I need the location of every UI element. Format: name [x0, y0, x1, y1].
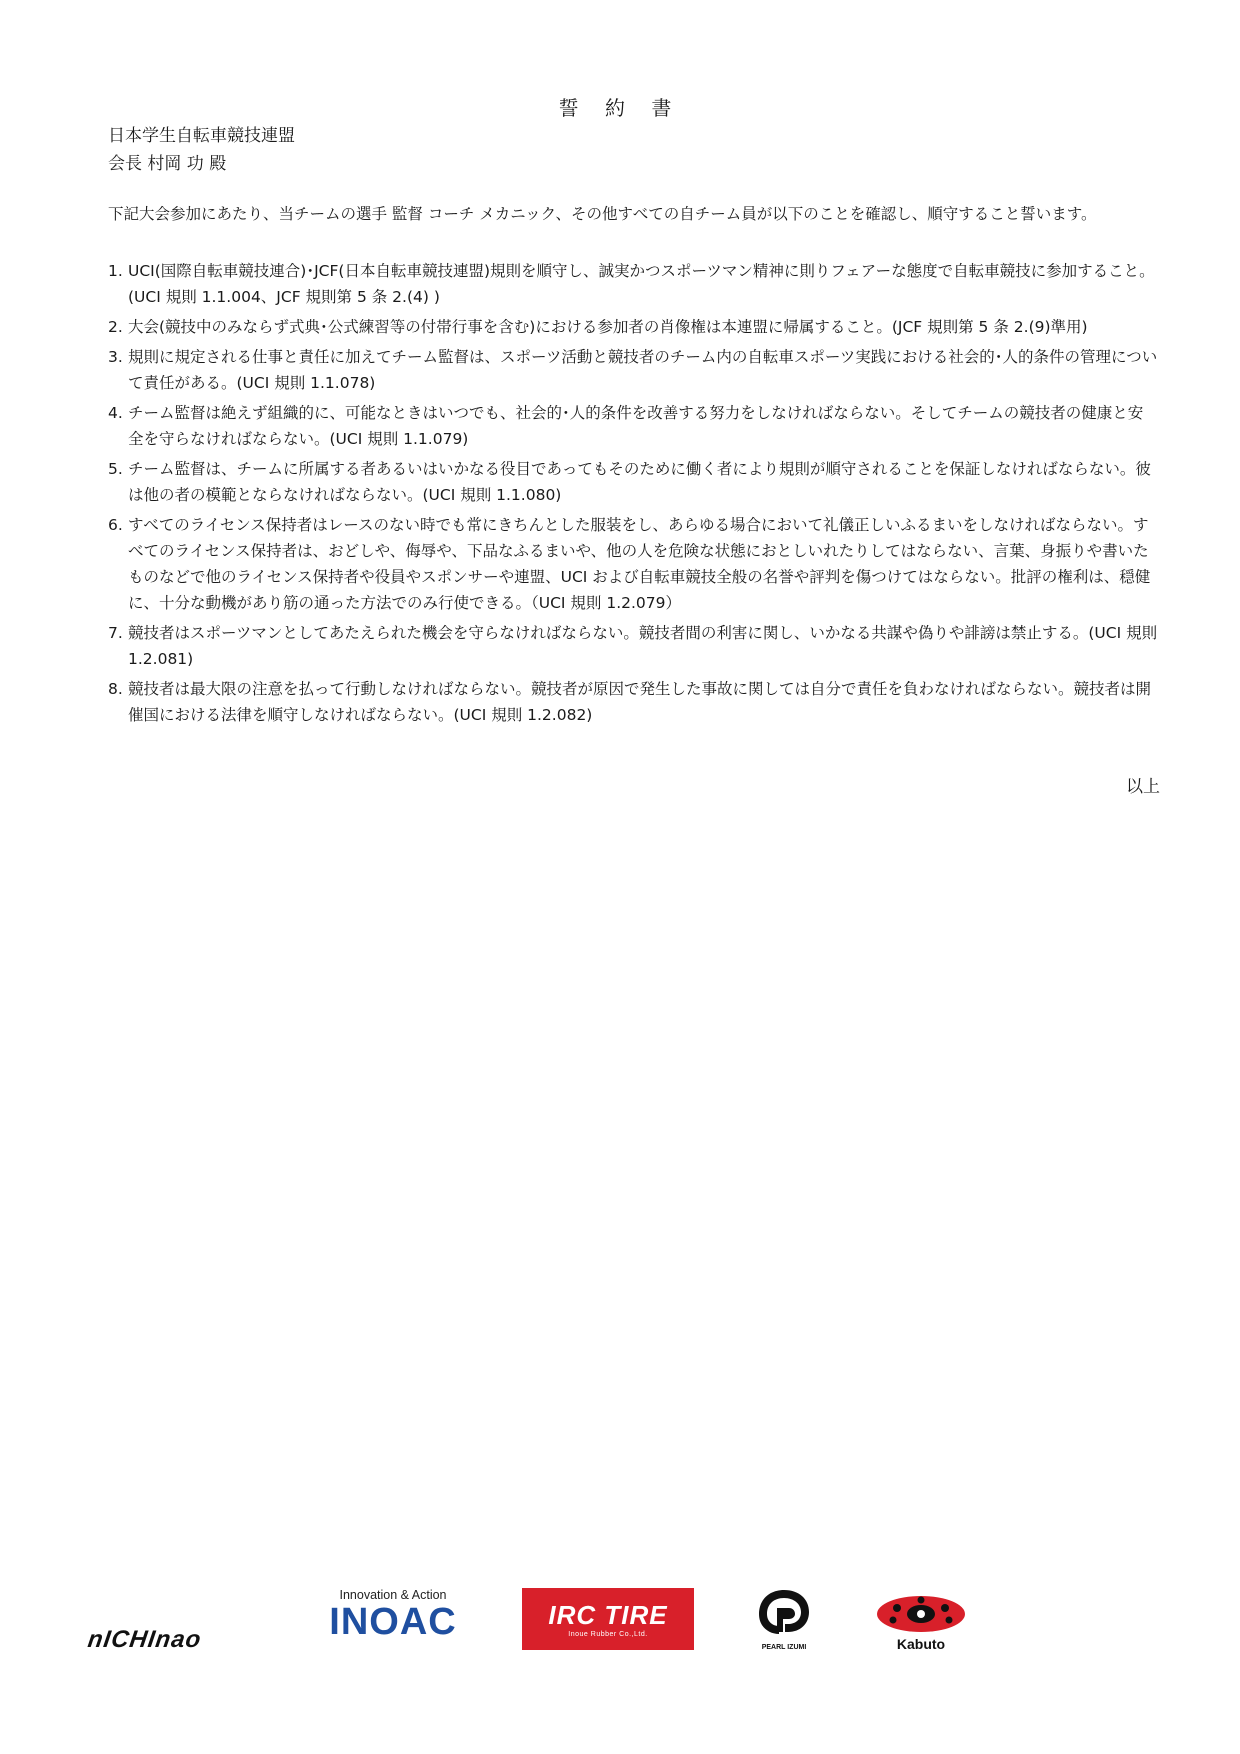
- nichinao-logo: nICHInao: [86, 1626, 204, 1653]
- pledge-item: [108, 620, 1158, 672]
- pledge-text: チーム監督は絶えず組織的に、可能なときはいつでも、社会的･人的条件を改善する努力をしなければならない。そしてチームの競技者の健康と安全を守らなければならない。(UCI 規則 1.1.079): [128, 404, 1144, 448]
- pledge-number: 7.: [108, 624, 123, 642]
- inoac-wordmark: INOAC: [329, 1601, 457, 1643]
- pledge-item: [108, 258, 1158, 310]
- pledge-item: [108, 314, 1158, 340]
- kabuto-logo: [866, 1592, 976, 1652]
- intro-statement: 下記大会参加にあたり、当チームの選手 監督 コーチ メカニック、その他すべての自チーム員が以下のことを確認し、順守すること誓います。: [108, 205, 1097, 223]
- pledge-number: 3.: [108, 348, 123, 366]
- document-title: 誓 約 書: [558, 96, 682, 120]
- pledge-text: 競技者は最大限の注意を払って行動しなければならない。競技者が原因で発生した事故に関しては自分で責任を負わなければならない。競技者は開催国における法律を順守しなければならない。(UCI 規則 1.2.082): [128, 680, 1152, 724]
- inoac-tagline: Innovation & Action: [339, 1588, 447, 1602]
- closing-mark: 以上: [1126, 777, 1160, 797]
- pledge-number: 5.: [108, 460, 123, 478]
- inoac-logo: [308, 1588, 478, 1642]
- irc-wordmark: IRC TIRE: [548, 1600, 668, 1630]
- irc-tire-logo: [522, 1588, 694, 1650]
- pledge-text: 競技者はスポーツマンとしてあたえられた機会を守らなければならない。競技者間の利害に関し、いかなる共謀や偽りや誹謗は禁止する。(UCI 規則 1.2.081): [128, 624, 1158, 668]
- pledge-item: [108, 676, 1158, 728]
- pearl-izumi-emblem-icon: [755, 1586, 813, 1638]
- pledge-text: 大会(競技中のみならず式典･公式練習等の付帯行事を含む)における参加者の肖像権は本連盟に帰属すること。(JCF 規則第 5 条 2.(9)準用): [128, 318, 1088, 336]
- pledge-item: [108, 456, 1158, 508]
- pearl-izumi-wordmark: PEARL IZUMI: [761, 1644, 807, 1651]
- pearl-izumi-logo: [748, 1586, 820, 1651]
- pledge-text: すべてのライセンス保持者はレースのない時でも常にきちんとした服装をし、あらゆる場合において礼儀正しいふるまいをしなければならない。すべてのライセンス保持者は、おどしや、侮辱や、下品なふるまいや、他の人を危険な状態におとしいれたりしてはならない、言葉、身振りや書いたものなどで他のライセンス保持者や役員やスポンサーや連盟、UCI および自転車競技全般の名誉や評判を傷つけてはならない。批評の権利は、穏健に、十分な動機があり筋の通った方法でのみ行使できる。（UCI 規則 1.2.079）: [128, 516, 1151, 612]
- addressee-organization: 日本学生自転車競技連盟: [108, 126, 295, 146]
- addressee-name: 会長 村岡 功 殿: [108, 154, 227, 174]
- pledge-number: 2.: [108, 318, 123, 336]
- sponsor-logos: [80, 1584, 1080, 1674]
- pledge-number: 6.: [108, 516, 123, 534]
- irc-subtitle: Inoue Rubber Co.,Ltd.: [568, 1631, 648, 1638]
- pledge-item: [108, 512, 1158, 616]
- pledge-number: 8.: [108, 680, 123, 698]
- pledge-item: [108, 400, 1158, 452]
- pledge-list: [108, 258, 1158, 732]
- kabuto-wordmark: Kabuto: [896, 1636, 946, 1652]
- kabuto-helmet-icon: [873, 1592, 969, 1634]
- pledge-item: [108, 344, 1158, 396]
- addressee: [108, 122, 295, 178]
- pledge-text: UCI(国際自転車競技連合)･JCF(日本自転車競技連盟)規則を順守し、誠実かつスポーツマン精神に則りフェアーな態度で自転車競技に参加すること。(UCI 規則 1.1.004、JCF 規則第 5 条 2.(4) ): [128, 262, 1155, 306]
- pledge-text: 規則に規定される仕事と責任に加えてチーム監督は、スポーツ活動と競技者のチーム内の自転車スポーツ実践における社会的･人的条件の管理について責任がある。(UCI 規則 1.1.078): [128, 348, 1158, 392]
- pledge-number: 4.: [108, 404, 123, 422]
- pledge-text: チーム監督は、チームに所属する者あるいはいかなる役目であってもそのために働く者により規則が順守されることを保証しなければならない。彼は他の者の模範とならなければならない。(UCI 規則 1.1.080): [128, 460, 1151, 504]
- pledge-number: 1.: [108, 262, 123, 280]
